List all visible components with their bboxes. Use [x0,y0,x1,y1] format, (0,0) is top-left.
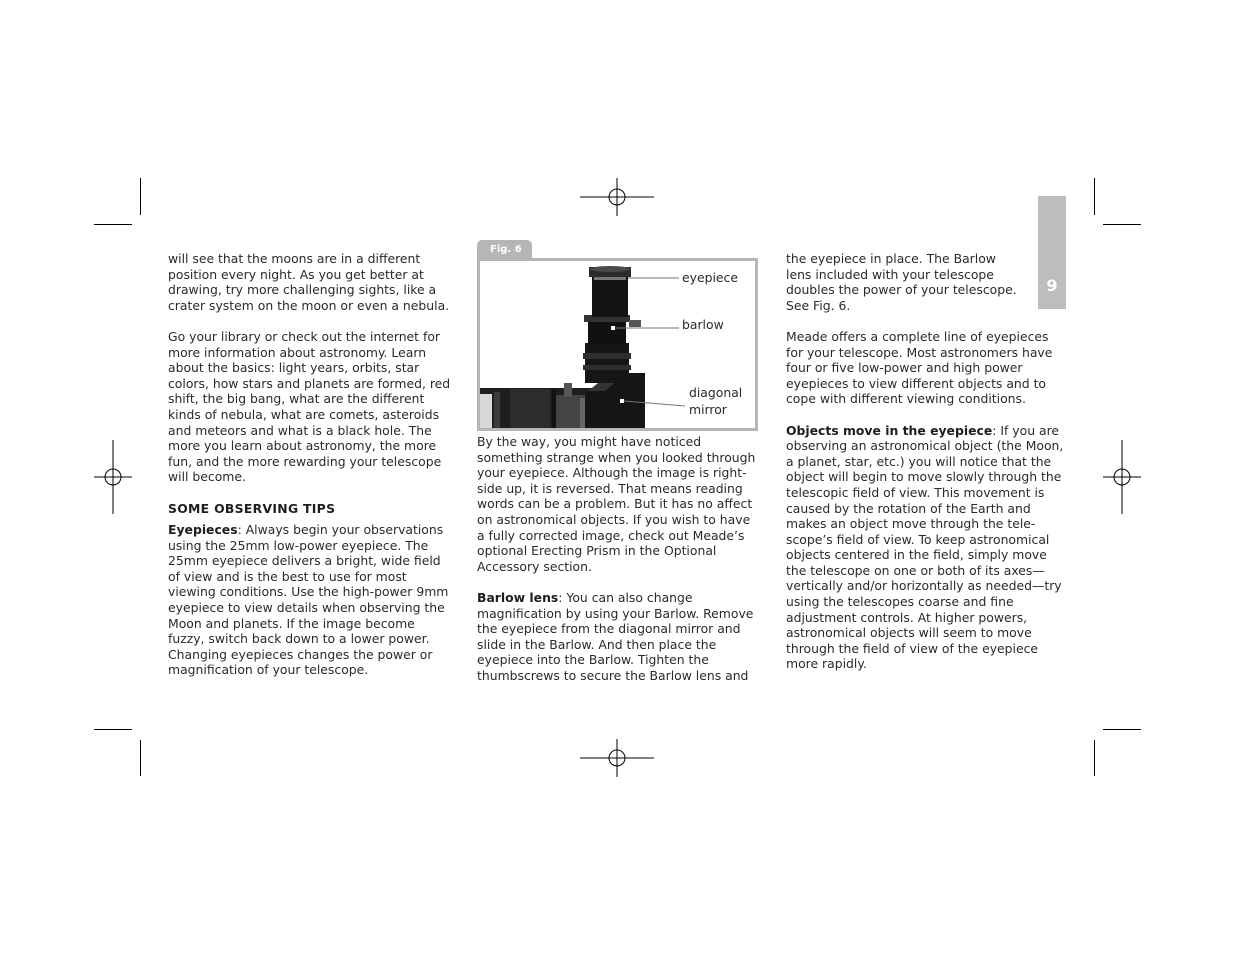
paragraph: By the way, you might have noticed something strange when you looked through your eyepiece. Although the image is right-side up, it is reversed. That means reading words can be a problem. But it has no affect on astronomical objects. If you wish to have a fully corrected image, check out Meade’s optional Erecting Prism in the Optional Accessory section. [477,434,756,574]
registration-mark-right [1103,440,1141,514]
callout-mirror: mirror [689,402,727,417]
registration-mark-bottom [578,739,656,777]
figure-label: Fig. 6 [477,240,532,259]
paragraph: will see that the moons are in a different position every night. As you get better at drawing, try more challenging sights, like a crater system on the moon or even a nebula. [168,251,450,313]
paragraph: the eyepiece in place. The Barlow lens included with your telescope doubles the power of your telescope. See Fig. 6. [786,251,1017,313]
paragraph-text: : If you are observing an astronomical object (the Moon, a planet, star, etc.) you will notice that the object will begin to move slowly through the telescopic field of view. This movement is caused by the rotation of the Earth and makes an object move through the tele-scope’s field of view. To keep astronomical objects centered in the field, simply move the telescope on one or both of its axes—vertically and/or horizontally as needed—try using the telescopes coarse and fine adjustment controls. At higher powers, astronomical objects will seem to move through the field of view of the eyepiece more rapidly. [786,422,1064,672]
paragraph-barlow [477,590,759,684]
term-eyepieces: Eyepieces [168,522,238,538]
paragraph: Go your library or check out the internet for more information about astronomy. Learn about the basics: light years, orbits, star colors, how stars and planets are formed, red shift, the big bang, what are the different kinds of nebula, what are comets, asteroids and meteors and what is a black hole. The more you learn about astronomy, the more fun, and the more rewarding your telescope will become. [168,328,451,485]
registration-mark-top [578,178,656,216]
term-objects-move: Objects move in the eyepiece [786,422,993,438]
callout-barlow: barlow [682,317,724,332]
column-1 [168,251,453,694]
section-heading: SOME OBSERVING TIPS [168,500,336,516]
column-2 [477,434,759,699]
paragraph-text: : You can also change magnification by using your Barlow. Remove the eyepiece from the diagonal mirror and slide in the Barlow. And then place the eyepiece into the Barlow. Tighten the thumbscrews to secure the Barlow lens and [477,589,754,683]
column-3 [786,251,1066,688]
callout-diagonal: diagonal [689,385,743,400]
callout-eyepiece: eyepiece [682,270,738,285]
paragraph-objects [786,423,1066,673]
paragraph: Meade offers a complete line of eyepieces for your telescope. Most astronomers have four or five low-power and high power eyepieces to view different objects and to cope with different viewing conditions. [786,328,1053,407]
paragraph-eyepieces [168,522,453,678]
registration-mark-left [94,440,132,514]
paragraph-text: : Always begin your observations using the 25mm low-power eyepiece. The 25mm eyepiece delivers a bright, wide field of view and is the best to use for most viewing conditions. Use the high-power 9mm eyepiece to view details when observing the Moon and planets. If the image become fuzzy, switch back down to a lower power. Changing eyepieces changes the power or magnification of your telescope. [168,522,449,678]
term-barlow-lens: Barlow lens [477,589,559,605]
page-number: 9 [1046,276,1058,295]
